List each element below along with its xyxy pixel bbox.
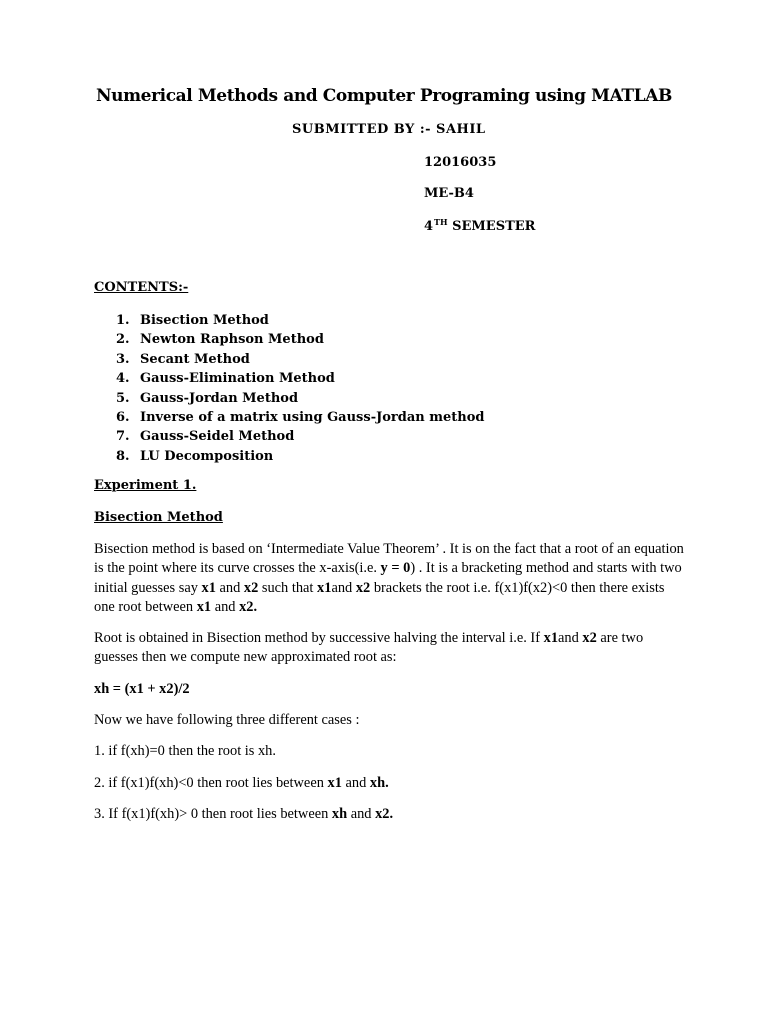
- experiment-heading: Experiment 1.: [94, 478, 197, 493]
- case-3: 3. If f(x1)f(xh)> 0 then root lies between xh and x2.: [94, 806, 394, 822]
- contents-item: 5. Gauss-Jordan Method: [116, 390, 299, 406]
- contents-item: 7. Gauss-Seidel Method: [116, 429, 295, 445]
- contents-heading: CONTENTS:-: [94, 280, 189, 295]
- section-heading: Bisection Method: [94, 510, 223, 525]
- submitted-by: SUBMITTED BY :- SAHIL: [292, 122, 486, 137]
- contents-list: [94, 311, 485, 466]
- contents-item: 6. Inverse of a matrix using Gauss-Jordan method: [116, 409, 485, 425]
- contents-item: 4. Gauss-Elimination Method: [116, 371, 335, 387]
- method-paragraph: Root is obtained in Bisection method by successive halving the interval i.e. If x1and x2 are two guesses then we compute new approximated root as:: [94, 630, 644, 666]
- semester: [424, 217, 535, 234]
- case-2: 2. if f(x1)f(xh)<0 then root lies between x1 and xh.: [94, 775, 389, 791]
- bisection-formula: xh = (x1 + x2)/2: [94, 681, 190, 697]
- cases-intro: Now we have following three different cases :: [94, 712, 360, 728]
- contents-item: 2. Newton Raphson Method: [116, 332, 324, 348]
- semester-suffix: TH: [434, 217, 448, 227]
- document-title: Numerical Methods and Computer Programing using MATLAB: [96, 86, 672, 106]
- contents-item: 1. Bisection Method: [116, 313, 269, 328]
- case-1: 1. if f(xh)=0 then the root is xh.: [94, 743, 276, 759]
- contents-item: 8. LU Decomposition: [116, 448, 274, 464]
- intro-paragraph: Bisection method is based on ‘Intermediate Value Theorem’ . It is on the fact that a root of an equation is the point where its curve crosses the x-axis(i.e. y = 0) . It is a bracketing method and starts with two initial guesses say x1 and x2 such that x1and x2 brackets the root i.e. f(x1)f(x2)<0 then there exists one root between x1 and x2.: [94, 541, 684, 616]
- semester-number: 4: [424, 219, 434, 234]
- contents-item: 3. Secant Method: [116, 351, 250, 367]
- roll-number: 12016035: [424, 155, 497, 170]
- group: ME-B4: [424, 186, 474, 201]
- semester-label: SEMESTER: [452, 219, 536, 234]
